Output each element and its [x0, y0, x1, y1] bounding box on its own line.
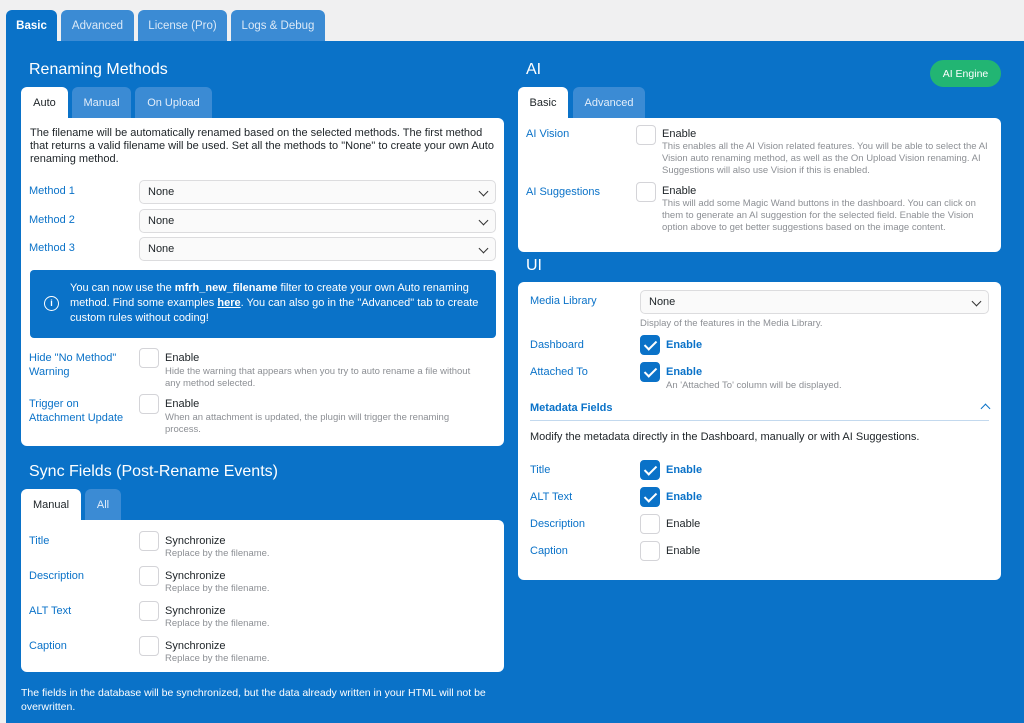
method-2-select[interactable] — [139, 209, 496, 233]
dashboard-label: Dashboard — [530, 339, 584, 351]
renaming-methods-title: Renaming Methods — [29, 61, 168, 78]
notice-text-1: You can now use the — [70, 282, 175, 294]
tab-logs-debug[interactable]: Logs & Debug — [231, 10, 325, 42]
sync-caption-label: Caption — [29, 640, 67, 652]
metadata-fields-header[interactable]: Metadata Fields — [530, 402, 613, 414]
sync-description-label: Description — [29, 570, 85, 582]
hide-no-method-label: Hide "No Method" Warning — [29, 352, 117, 378]
sync-title-checkbox[interactable] — [139, 531, 159, 551]
metadata-description: Modify the metadata directly in the Dashboard, manually or with AI Suggestions. — [530, 431, 920, 443]
ai-suggestions-checkbox[interactable] — [636, 182, 656, 202]
method-3-select[interactable] — [139, 237, 496, 261]
sync-description-option: Synchronize — [165, 570, 226, 582]
method-2-label: Method 2 — [29, 214, 75, 226]
info-icon: i — [44, 296, 59, 311]
renaming-description: The filename will be automatically renamed based on the selected methods. The first method that returns a valid filename will be used. Set all the methods to "None" to create your own Auto renaming method. — [30, 127, 494, 165]
filter-info-notice — [30, 270, 496, 338]
sync-fields-title: Sync Fields (Post-Rename Events) — [29, 463, 278, 480]
tab-sync-manual[interactable]: Manual — [21, 489, 81, 520]
ai-panel — [518, 118, 1001, 252]
sync-alt-text-label: ALT Text — [29, 605, 72, 617]
chevron-down-icon — [972, 297, 982, 307]
sync-caption-checkbox[interactable] — [139, 636, 159, 656]
notice-text-2: filter to create your own Auto renaming method. Find some examples — [70, 282, 469, 309]
dashboard-checkbox[interactable] — [640, 335, 660, 355]
media-library-select[interactable] — [640, 290, 989, 314]
trigger-on-update-checkbox[interactable] — [139, 394, 159, 414]
attached-to-checkbox[interactable] — [640, 362, 660, 382]
meta-caption-checkbox[interactable] — [640, 541, 660, 561]
metadata-divider — [530, 420, 989, 421]
sync-description-help: Replace by the filename. — [165, 583, 270, 594]
filter-name: mfrh_new_filename — [174, 282, 278, 294]
method-1-value: None — [148, 186, 175, 198]
meta-alt-text-checkbox[interactable] — [640, 487, 660, 507]
ai-suggestions-help: This will add some Magic Wand buttons in the dashboard. You can click on them to generate an AI suggestion for the selected field. Enable the Vision option above to get better suggestions based on the image content. — [662, 198, 976, 233]
meta-title-checkbox[interactable] — [640, 460, 660, 480]
trigger-on-update-help: When an attachment is updated, the plugin will trigger the renaming process. — [165, 412, 450, 435]
attached-to-help: An 'Attached To' column will be displayed. — [666, 380, 842, 391]
sync-alt-text-checkbox[interactable] — [139, 601, 159, 621]
sync-fields-panel — [21, 520, 504, 672]
trigger-on-update-enable: Enable — [165, 398, 200, 410]
meta-description-checkbox[interactable] — [640, 514, 660, 534]
sync-caption-help: Replace by the filename. — [165, 653, 270, 664]
ai-vision-help: This enables all the AI Vision related features. You will be able to select the AI Vision auto renaming method, as well as the On Upload Vision renaming. AI Suggestions will also use Vision if this is enabled. — [662, 141, 988, 176]
trigger-on-update-label: Trigger on Attachment Update — [29, 398, 124, 424]
top-tab-bar — [0, 0, 1024, 42]
ai-section-title: AI — [526, 61, 542, 78]
method-3-label: Method 3 — [29, 242, 75, 254]
attached-to-label: Attached To — [530, 366, 588, 378]
chevron-up-icon[interactable] — [981, 404, 991, 414]
ui-panel — [518, 282, 1001, 580]
ai-engine-button[interactable]: AI Engine — [930, 60, 1001, 87]
chevron-down-icon — [479, 187, 489, 197]
chevron-down-icon — [479, 244, 489, 254]
tab-license-pro[interactable]: License (Pro) — [138, 10, 227, 42]
ai-suggestions-enable: Enable — [662, 185, 697, 197]
attached-to-enable: Enable — [666, 366, 703, 378]
chevron-down-icon — [479, 216, 489, 226]
meta-alt-text-enable: Enable — [666, 491, 703, 503]
hide-no-method-enable: Enable — [165, 352, 200, 364]
meta-alt-text-label: ALT Text — [530, 491, 573, 503]
renaming-methods-panel — [21, 118, 504, 446]
tab-advanced[interactable]: Advanced — [61, 10, 134, 42]
meta-title-label: Title — [530, 464, 551, 476]
ui-section-title: UI — [526, 257, 542, 274]
sync-title-option: Synchronize — [165, 535, 226, 547]
ai-suggestions-label: AI Suggestions — [526, 186, 600, 198]
ai-vision-enable: Enable — [662, 128, 697, 140]
sync-title-label: Title — [29, 535, 50, 547]
tab-on-upload[interactable]: On Upload — [135, 87, 212, 118]
sync-footer-note: The fields in the database will be synchronized, but the data already written in your HTML will not be overwritten. — [21, 687, 486, 713]
media-library-label: Media Library — [530, 295, 597, 307]
hide-no-method-checkbox[interactable] — [139, 348, 159, 368]
sync-alt-text-help: Replace by the filename. — [165, 618, 270, 629]
method-1-select[interactable] — [139, 180, 496, 204]
tab-sync-all[interactable]: All — [85, 489, 121, 520]
dashboard-enable: Enable — [666, 339, 703, 351]
notice-text — [70, 281, 486, 326]
tab-auto[interactable]: Auto — [21, 87, 68, 118]
notice-text-3: . You can also go in the "Advanced" tab to create custom rules without coding! — [70, 297, 479, 324]
sync-title-help: Replace by the filename. — [165, 548, 270, 559]
meta-description-enable: Enable — [666, 518, 701, 530]
sync-caption-option: Synchronize — [165, 640, 226, 652]
method-3-value: None — [148, 243, 175, 255]
hide-no-method-help: Hide the warning that appears when you try to auto rename a file without any method selected. — [165, 366, 471, 389]
ai-vision-checkbox[interactable] — [636, 125, 656, 145]
meta-caption-label: Caption — [530, 545, 568, 557]
sync-description-checkbox[interactable] — [139, 566, 159, 586]
tab-manual[interactable]: Manual — [72, 87, 131, 118]
tab-ai-basic[interactable]: Basic — [518, 87, 568, 118]
meta-caption-enable: Enable — [666, 545, 701, 557]
tab-ai-advanced[interactable]: Advanced — [573, 87, 645, 118]
meta-title-enable: Enable — [666, 464, 703, 476]
method-1-label: Method 1 — [29, 185, 75, 197]
sync-alt-text-option: Synchronize — [165, 605, 226, 617]
ai-vision-label: AI Vision — [526, 128, 570, 140]
meta-description-label: Description — [530, 518, 586, 530]
media-library-value: None — [649, 296, 676, 308]
method-2-value: None — [148, 215, 175, 227]
tab-basic[interactable]: Basic — [6, 10, 57, 42]
media-library-help: Display of the features in the Media Library. — [640, 318, 823, 329]
examples-link[interactable]: here — [217, 297, 241, 309]
